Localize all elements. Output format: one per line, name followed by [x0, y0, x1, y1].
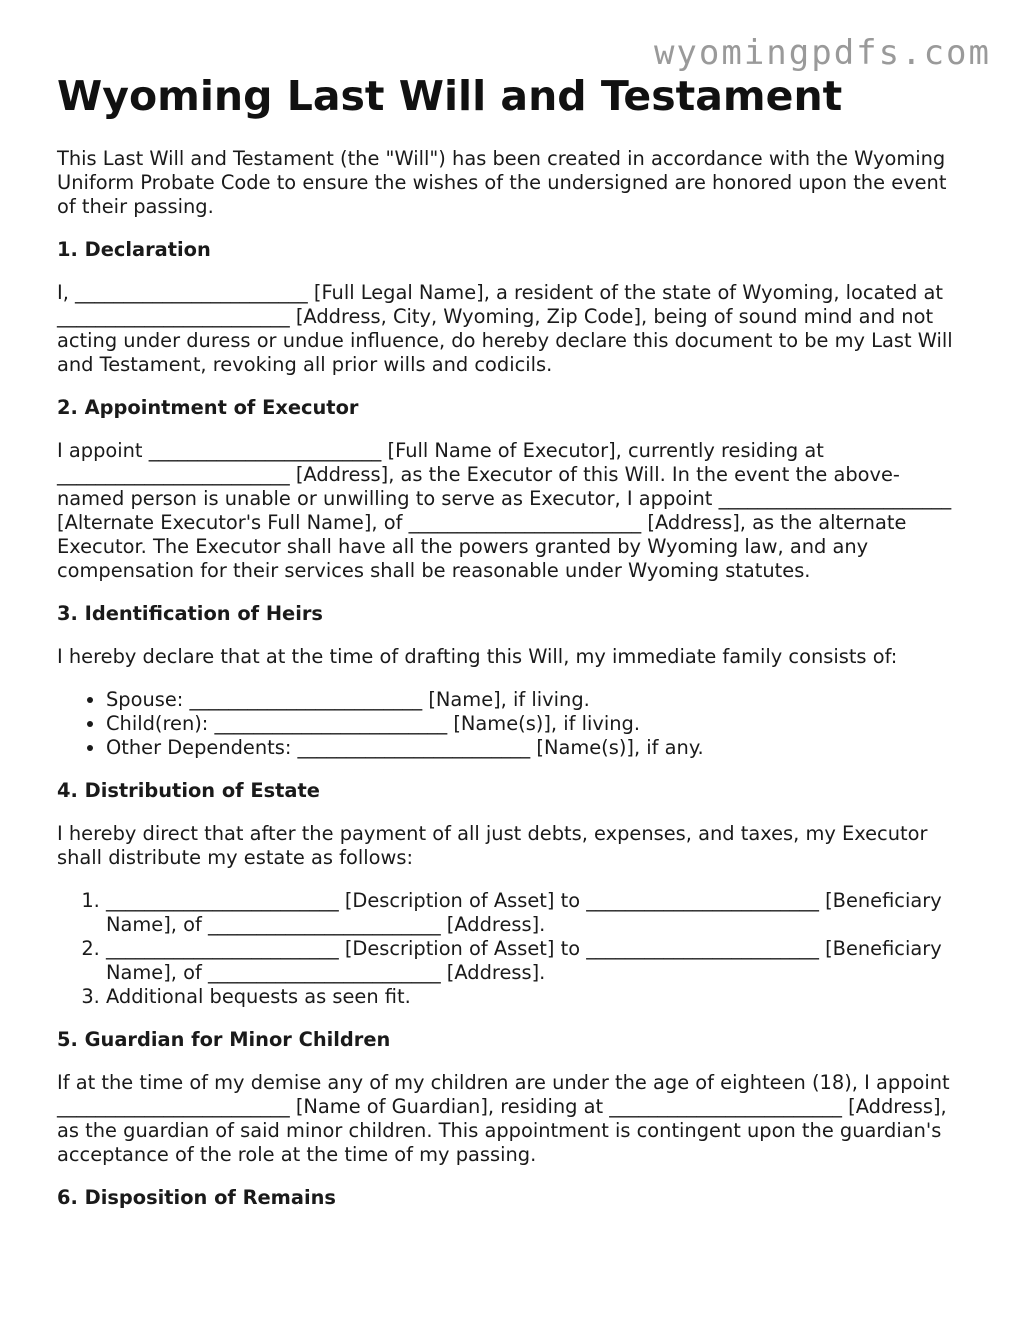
- heirs-paragraph: I hereby declare that at the time of drafting this Will, my immediate family consists of:: [57, 645, 898, 668]
- heirs-list: [57, 688, 962, 760]
- document-body: [57, 147, 962, 1229]
- declaration-paragraph: I, ________________________ [Full Legal Name], a resident of the state of Wyoming, located at ________________________ [Address, City, Wyoming, Zip Code], being of sound mind and not acting under duress or undue influence, do hereby declare this document to be my Last Will and Testament, revoking all prior wills and codicils.: [57, 281, 953, 376]
- watermark: wyomingpdfs.com: [653, 33, 991, 73]
- section-heading-executor: 2. Appointment of Executor: [57, 396, 359, 419]
- distribution-list-item: 3. Additional bequests as seen fit.: [106, 985, 962, 1009]
- intro-paragraph: This Last Will and Testament (the "Will") has been created in accordance with the Wyoming Uniform Probate Code to ensure the wishes of the undersigned are honored upon the event of their passing.: [57, 147, 947, 218]
- heirs-list-item-dependents: • Other Dependents: ________________________ [Name(s)], if any.: [106, 736, 962, 760]
- heirs-list-item-spouse: • Spouse: ________________________ [Name], if living.: [106, 688, 962, 712]
- executor-paragraph: I appoint ________________________ [Full Name of Executor], currently residing at ________________________ [Address], as the Executor of this Will. In the event the above-named person is unable or unwilling to serve as Executor, I appoint ________________________ [Alternate Executor's Full Name], of ________________________ [Address], as the alternate Executor. The Executor shall have all the powers granted by Wyoming law, and any compensation for their services shall be reasonable under Wyoming statutes.: [57, 439, 952, 582]
- section-heading-guardian: 5. Guardian for Minor Children: [57, 1028, 391, 1051]
- section-heading-heirs: 3. Identification of Heirs: [57, 602, 323, 625]
- distribution-paragraph: I hereby direct that after the payment of all just debts, expenses, and taxes, my Executor shall distribute my estate as follows:: [57, 822, 928, 869]
- distribution-list-item: 2. ________________________ [Description of Asset] to ________________________ [Beneficiary Name], of ________________________ [Address].: [106, 937, 962, 985]
- document-title: Wyoming Last Will and Testament: [57, 72, 843, 120]
- section-heading-distribution: 4. Distribution of Estate: [57, 779, 320, 802]
- section-heading-declaration: 1. Declaration: [57, 238, 211, 261]
- distribution-list: [57, 889, 962, 1009]
- section-heading-remains: 6. Disposition of Remains: [57, 1186, 336, 1209]
- guardian-paragraph: If at the time of my demise any of my children are under the age of eighteen (18), I appoint ________________________ [Name of Guardian], residing at ________________________ [Address], as the guardian of said minor children. This appointment is contingent upon the guardian's acceptance of the role at the time of my passing.: [57, 1071, 950, 1166]
- heirs-list-item-children: • Child(ren): ________________________ [Name(s)], if living.: [106, 712, 962, 736]
- distribution-list-item: 1. ________________________ [Description of Asset] to ________________________ [Beneficiary Name], of ________________________ [Address].: [106, 889, 962, 937]
